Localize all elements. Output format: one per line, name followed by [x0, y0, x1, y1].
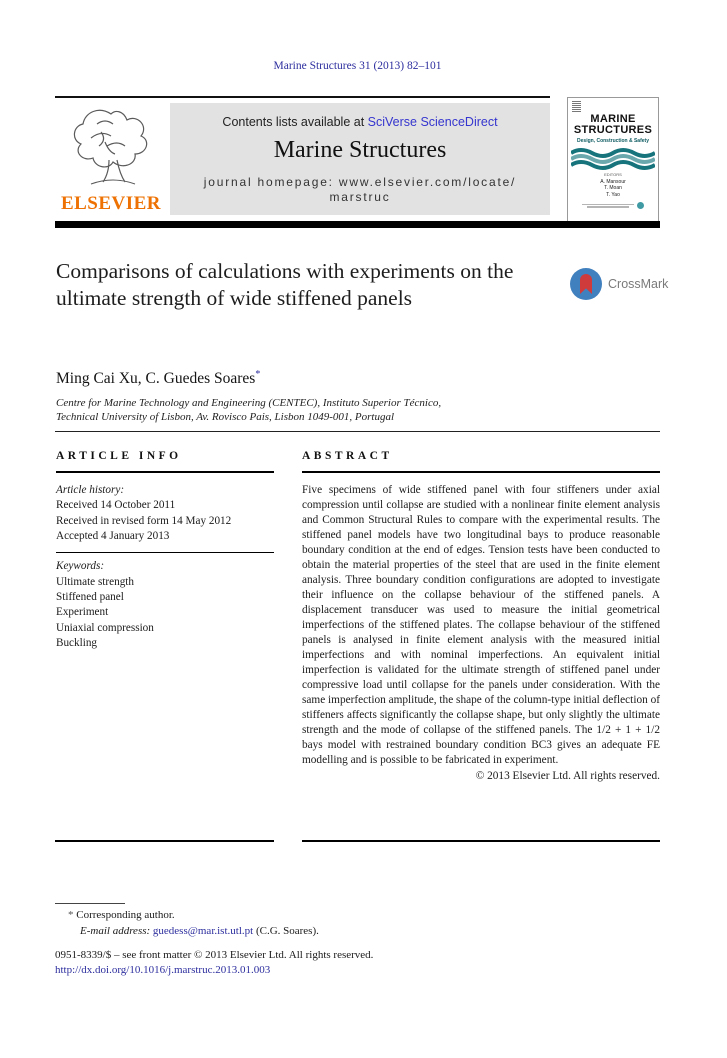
footnote-rule: [55, 903, 125, 904]
homepage-line-1: journal homepage: www.elsevier.com/locate/: [203, 175, 517, 189]
header-rule-top: [55, 96, 550, 98]
history-item: Accepted 4 January 2013: [56, 530, 170, 543]
affiliation: [56, 396, 441, 424]
elsevier-wordmark: ELSEVIER: [60, 193, 162, 214]
contents-line-prefix: Contents lists available at: [222, 115, 368, 129]
corresponding-asterisk: *: [255, 369, 261, 380]
abstract-text: Five specimens of wide stiffened panel with four stiffeners under axial compression until collapse are studied with a nonlinear finite element analysis and Common Structural Rules to compare with the experimental results. The stiffened panel models have two longitudinal bays to produce reasonable boundary condition at the end of edges. Tension tests have been conducted to obtain the material properties of the steel that are used in the finite element analysis. Three boundary condition configurations are adopted to investigate their influence on the collapse behaviour of the stiffened panels. A displacement transducer was used to measure the initial geometrical imperfections of the stiffened plates. The collapse behaviour of the stiffened panels is analysed in finite element analysis with the measured initial imperfections and with nominal imperfections. An equivalent initial imperfection is validated for the ultimate strength of stiffened panel under compressive load until collapse for the panels under consideration. With the same imperfection amplitude, the shape of the column-type initial deflection of stiffeners affects significantly the collapse shape, but only slightly the ultimate strength and the mode of collapse of the stiffened panels. The 1/2 + 1 + 1/2 bays model with restrained boundary condition BC3 gives an adequate FE modelling and is possible to be fabricated in experiment.: [302, 484, 660, 766]
cover-editors-label: EDITORS: [604, 172, 622, 177]
header-rule-thick: [55, 221, 660, 228]
journal-header-box: [170, 103, 550, 215]
cover-globe-icon: [637, 202, 644, 209]
cover-publisher-lines: [568, 202, 658, 209]
article-info-divider-rule: [56, 552, 274, 554]
sciverse-sciencedirect-link[interactable]: SciVerse ScienceDirect: [367, 115, 498, 129]
journal-homepage-link[interactable]: [170, 175, 550, 205]
corresponding-author-note: [55, 908, 475, 939]
column-end-rule-right: [302, 840, 660, 842]
journal-citation: Marine Structures 31 (2013) 82–101: [273, 60, 442, 72]
affiliation-line2: Technical University of Lisbon, Av. Rovisco Pais, Lisbon 1049-001, Portugal: [56, 411, 395, 423]
cover-editors: [568, 172, 658, 198]
journal-title: Marine Structures: [273, 137, 447, 163]
keyword-item: Experiment: [56, 606, 109, 619]
elsevier-logo[interactable]: [58, 102, 164, 216]
article-history-label: Article history:: [56, 484, 125, 496]
cover-editor: T. Yao: [606, 191, 620, 198]
email-line: [55, 924, 475, 940]
corresponding-author-line: [55, 908, 475, 924]
cover-subtitle: Design, Construction & Safety: [577, 138, 649, 144]
authors-line: [56, 369, 260, 388]
crossmark-flame-icon: [580, 274, 592, 294]
keyword-item: Buckling: [56, 637, 98, 650]
article-info-heading: ARTICLE INFO: [56, 450, 182, 462]
crossmark-icon: [570, 268, 602, 300]
section-rule: [55, 431, 660, 432]
keyword-item: Stiffened panel: [56, 590, 124, 603]
keywords-label: Keywords:: [56, 560, 105, 573]
cover-title: [568, 114, 658, 136]
history-item: Received in revised form 14 May 2012: [56, 514, 232, 527]
contents-line: [170, 115, 550, 129]
crossmark-label: CrossMark: [608, 277, 669, 291]
cover-barcode-icon: [572, 101, 581, 112]
crossmark-badge[interactable]: [570, 268, 668, 300]
article-history-block: [56, 483, 274, 545]
abstract-column: [302, 450, 660, 784]
doi-link[interactable]: http://dx.doi.org/10.1016/j.marstruc.2013.01.003: [55, 964, 271, 976]
history-item: Received 14 October 2011: [56, 499, 176, 512]
affiliation-line1: Centre for Marine Technology and Engineering (CENTEC), Instituto Superior Técnico,: [56, 397, 442, 409]
cover-editor: A. Mansour: [600, 178, 626, 185]
journal-cover-thumbnail[interactable]: [567, 97, 659, 223]
cover-editor: T. Moan: [604, 185, 622, 191]
email-label: E-mail address:: [80, 924, 151, 937]
elsevier-tree-icon: [61, 102, 161, 190]
keywords-block: [56, 559, 274, 651]
corresponding-text: Corresponding author.: [76, 909, 175, 921]
email-link[interactable]: guedess@mar.ist.utl.pt: [152, 924, 254, 937]
keyword-item: Uniaxial compression: [56, 621, 154, 634]
copyright-line: © 2013 Elsevier Ltd. All rights reserved.: [475, 770, 660, 782]
abstract-heading: ABSTRACT: [302, 450, 393, 462]
column-end-rule-left: [55, 840, 274, 842]
cover-publisher-text-lines: [582, 203, 634, 209]
homepage-line-2: marstruc: [329, 190, 391, 204]
cover-title-line1: MARINE: [590, 113, 636, 125]
email-suffix: (C.G. Soares).: [255, 924, 319, 937]
article-info-heading-rule: [56, 471, 274, 473]
abstract-heading-rule: [302, 471, 660, 473]
keyword-item: Ultimate strength: [56, 575, 134, 588]
cover-waves-icon: [571, 147, 655, 171]
issn-copyright-line: 0951-8339/$ – see front matter © 2013 Elsevier Ltd. All rights reserved.: [55, 949, 374, 961]
footnote-marker: *: [68, 909, 74, 921]
author-names: Ming Cai Xu, C. Guedes Soares: [56, 370, 256, 388]
cover-title-line2: STRUCTURES: [573, 124, 653, 136]
article-info-column: [56, 450, 274, 652]
article-title: Comparisons of calculations with experiments on the ultimate strength of wide stiffened panels: [56, 259, 514, 310]
